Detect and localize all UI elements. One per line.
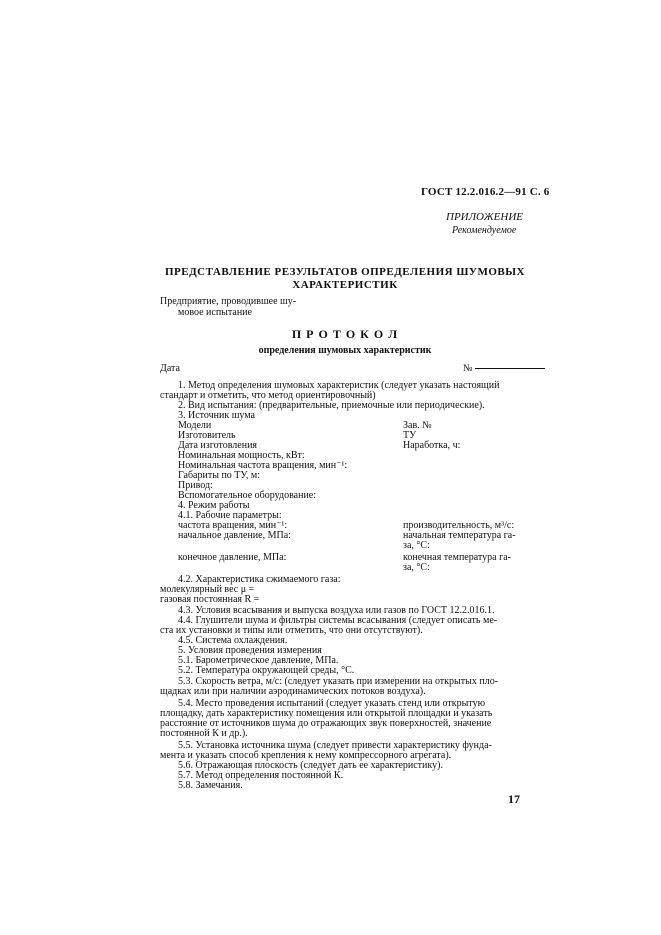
item-5-8: 5.8. Замечания. xyxy=(178,780,243,791)
end-pressure-label: конечное давление, МПа: xyxy=(178,552,287,563)
enterprise-label-1: Предприятие, проводившее шу- xyxy=(160,296,297,307)
end-temp-label-2: за, °С: xyxy=(403,562,430,573)
start-temp-label-1: начальная температура га- xyxy=(403,530,516,541)
item-4: 4. Режим работы xyxy=(178,500,250,511)
item-4-5: 4.5. Система охлаждения. xyxy=(178,635,288,646)
item-5-1: 5.1. Барометрическое давление, МПа. xyxy=(178,655,339,666)
number-line xyxy=(475,368,545,369)
item-5-4a: 5.4. Место проведения испытаний (следует указать стенд или открытую xyxy=(178,698,486,709)
aux-label: Вспомогательное оборудование: xyxy=(178,490,317,501)
gas-constant-label: газовая постоянная R = xyxy=(160,594,260,605)
item-3: 3. Источник шума xyxy=(178,410,255,421)
item-1a: 1. Метод определения шумовых характеристик (следует указать настоящий xyxy=(178,380,500,391)
item-5-4b: площадку, дать характеристику помещения или открытой площадки и указать xyxy=(160,708,493,719)
item-4-2: 4.2. Характеристика сжимаемого газа: xyxy=(178,574,341,585)
serial-label: Зав. № xyxy=(403,420,432,431)
page-title-line2: ХАРАКТЕРИСТИК xyxy=(292,279,398,291)
date-label: Дата xyxy=(160,363,180,374)
item-5-4c: расстояние от источников шума до отражающих звук поверхностей, значение xyxy=(160,718,492,729)
number-field xyxy=(463,363,545,374)
runtime-label: Наработка, ч: xyxy=(403,440,461,451)
drive-label: Привод: xyxy=(178,480,213,491)
item-5-3a: 5.3. Скорость ветра, м/с: (следует указать при измерении на открытых пло- xyxy=(178,676,499,687)
annex-title: ПРИЛОЖЕНИЕ xyxy=(446,211,523,223)
model-label: Модели xyxy=(178,420,212,431)
productivity-label: производительность, м³/с: xyxy=(403,520,515,531)
document-code: ГОСТ 12.2.016.2—91 С. 6 xyxy=(421,186,550,198)
item-2: 2. Вид испытания: (предварительные, приемочные или периодические). xyxy=(178,400,485,411)
rotation-label: частота вращения, мин⁻¹: xyxy=(178,520,288,531)
item-5-5b: мента и указать способ крепления к нему компрессорного агрегата). xyxy=(160,750,452,761)
start-pressure-label: начальное давление, МПа: xyxy=(178,530,291,541)
item-4-4a: 4.4. Глушители шума и фильтры системы всасывания (следует описать ме- xyxy=(178,615,498,626)
protocol-title: П Р О Т О К О Л xyxy=(291,327,399,341)
molecular-weight-label: молекулярный вес μ = xyxy=(160,584,255,595)
speed-label: Номинальная частота вращения, мин⁻¹: xyxy=(178,460,348,471)
item-5-5a: 5.5. Установка источника шума (следует привести характеристику фунда- xyxy=(178,740,492,751)
power-label: Номинальная мощность, кВт: xyxy=(178,450,305,461)
end-temp-label-1: конечная температура га- xyxy=(403,552,511,563)
number-label: № xyxy=(463,363,473,374)
tu-label: ТУ xyxy=(403,430,417,441)
item-5-2: 5.2. Температура окружающей среды, °С. xyxy=(178,665,355,676)
item-1b: стандарт и отметить, что метод ориентировочный) xyxy=(160,390,376,401)
protocol-subtitle: определения шумовых характеристик xyxy=(258,345,432,356)
item-5-3b: щадках или при наличии аэродинамических потоков воздуха). xyxy=(160,686,426,697)
item-5-7: 5.7. Метод определения постоянной К. xyxy=(178,770,344,781)
enterprise-label-2: мовое испытание xyxy=(178,307,252,318)
item-4-1: 4.1. Рабочие параметры: xyxy=(178,510,282,521)
item-4-3: 4.3. Условия всасывания и выпуска воздуха или газов по ГОСТ 12.2.016.1. xyxy=(178,605,495,616)
page-number: 17 xyxy=(508,792,520,806)
start-temp-label-2: за, °С: xyxy=(403,540,430,551)
item-5-4d: постоянной К и др.). xyxy=(160,728,248,739)
item-4-4b: ста их установки и типы или отметить, что они отсутствуют). xyxy=(160,625,423,636)
maker-label: Изготовитель xyxy=(178,430,236,441)
made-date-label: Дата изготовления xyxy=(178,440,258,451)
annex-subtitle: Рекомендуемое xyxy=(452,225,517,236)
item-5: 5. Условия проведения измерения xyxy=(178,645,322,656)
item-5-6: 5.6. Отражающая плоскость (следует дать ее характеристику). xyxy=(178,760,443,771)
dims-label: Габариты по ТУ, м: xyxy=(178,470,260,481)
page-title-line1: ПРЕДСТАВЛЕНИЕ РЕЗУЛЬТАТОВ ОПРЕДЕЛЕНИЯ ШУМОВЫХ xyxy=(164,266,526,278)
